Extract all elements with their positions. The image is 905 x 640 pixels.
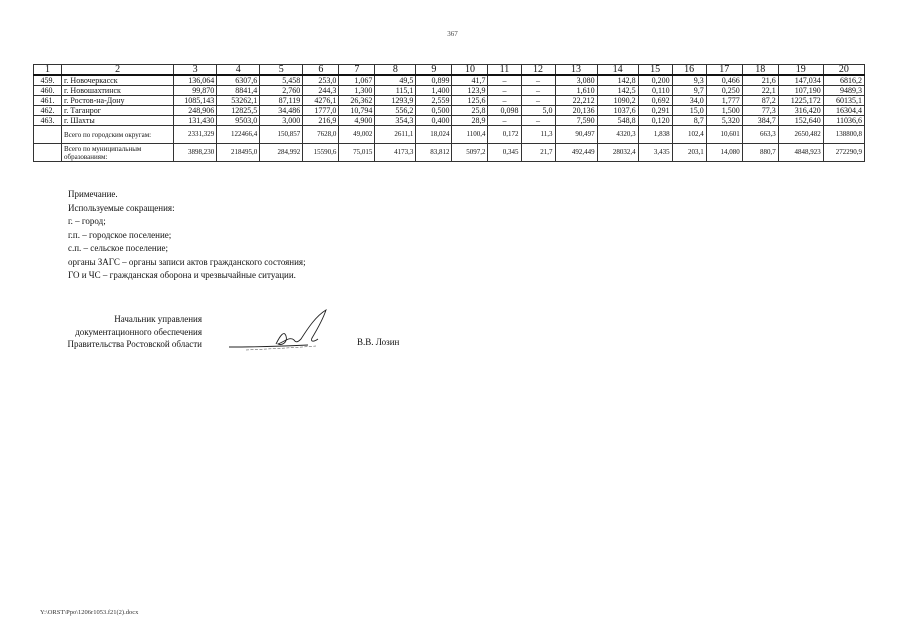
cell: 0,291 bbox=[638, 106, 672, 116]
cell: 22,212 bbox=[555, 96, 597, 106]
cell: 115,1 bbox=[375, 86, 416, 96]
column-header: 7 bbox=[339, 65, 375, 76]
cell: 384,7 bbox=[742, 116, 778, 126]
cell: 2,760 bbox=[260, 86, 303, 96]
cell: 3,435 bbox=[638, 144, 672, 162]
row-name: г. Новочеркасск bbox=[62, 75, 174, 86]
column-header: 19 bbox=[778, 65, 823, 76]
cell: 8,7 bbox=[672, 116, 706, 126]
file-path: Y:\ORST\Ppo\1206r1053.f21(2).docx bbox=[40, 609, 139, 616]
row-number: 462. bbox=[34, 106, 62, 116]
total-label: Всего по городским округам: bbox=[62, 126, 174, 144]
cell: 0,200 bbox=[638, 75, 672, 86]
cell: – bbox=[488, 96, 521, 106]
total-row-municipal bbox=[34, 144, 865, 162]
column-header: 2 bbox=[62, 65, 174, 76]
cell: 1225,172 bbox=[778, 96, 823, 106]
cell: 556,2 bbox=[375, 106, 416, 116]
cell: 663,3 bbox=[742, 126, 778, 144]
cell: 9,7 bbox=[672, 86, 706, 96]
signer-position-line: Правительства Ростовской области bbox=[67, 339, 202, 349]
cell: 272290,9 bbox=[823, 144, 864, 162]
cell: 138800,8 bbox=[823, 126, 864, 144]
cell: 25,8 bbox=[452, 106, 488, 116]
cell: 2,559 bbox=[416, 96, 452, 106]
cell: 244,3 bbox=[303, 86, 339, 96]
cell: 3,080 bbox=[555, 75, 597, 86]
cell: – bbox=[488, 75, 521, 86]
cell: 203,1 bbox=[672, 144, 706, 162]
cell: 0,400 bbox=[416, 116, 452, 126]
column-header: 13 bbox=[555, 65, 597, 76]
cell: 1037,6 bbox=[597, 106, 638, 116]
cell: 49,5 bbox=[375, 75, 416, 86]
cell: 316,420 bbox=[778, 106, 823, 116]
column-header: 10 bbox=[452, 65, 488, 76]
signer-position-line: документационного обеспечения bbox=[75, 326, 202, 337]
cell: 9503,0 bbox=[217, 116, 260, 126]
cell: 4,900 bbox=[339, 116, 375, 126]
row-name: г. Шахты bbox=[62, 116, 174, 126]
cell: 253,0 bbox=[303, 75, 339, 86]
cell: 53262,1 bbox=[217, 96, 260, 106]
cell: 152,640 bbox=[778, 116, 823, 126]
cell: 0,500 bbox=[416, 106, 452, 116]
cell: 102,4 bbox=[672, 126, 706, 144]
row-name: г. Новошахтинск bbox=[62, 86, 174, 96]
cell: 83,812 bbox=[416, 144, 452, 162]
cell: 12825,5 bbox=[217, 106, 260, 116]
column-header: 1 bbox=[34, 65, 62, 76]
column-header: 3 bbox=[174, 65, 217, 76]
column-header: 18 bbox=[742, 65, 778, 76]
column-header: 14 bbox=[597, 65, 638, 76]
table-body bbox=[34, 75, 865, 162]
cell: 6816,2 bbox=[823, 75, 864, 86]
cell-empty bbox=[34, 144, 62, 162]
cell: 11,3 bbox=[521, 126, 555, 144]
cell: 0,899 bbox=[416, 75, 452, 86]
column-header: 5 bbox=[260, 65, 303, 76]
cell: 1085,143 bbox=[174, 96, 217, 106]
cell: 21,7 bbox=[521, 144, 555, 162]
cell: 21,6 bbox=[742, 75, 778, 86]
cell: 4173,3 bbox=[375, 144, 416, 162]
cell: 0,172 bbox=[488, 126, 521, 144]
table-header bbox=[34, 65, 865, 76]
column-header: 4 bbox=[217, 65, 260, 76]
column-header: 11 bbox=[488, 65, 521, 76]
signer-name: В.В. Лозин bbox=[357, 337, 400, 347]
cell: 87,119 bbox=[260, 96, 303, 106]
cell: 6307,6 bbox=[217, 75, 260, 86]
cell: 90,497 bbox=[555, 126, 597, 144]
cell: 3898,230 bbox=[174, 144, 217, 162]
column-header: 17 bbox=[706, 65, 742, 76]
cell: 1293,9 bbox=[375, 96, 416, 106]
column-header: 6 bbox=[303, 65, 339, 76]
cell: 49,002 bbox=[339, 126, 375, 144]
table-row bbox=[34, 106, 865, 116]
page-number: 367 bbox=[447, 30, 458, 38]
cell: 5097,2 bbox=[452, 144, 488, 162]
cell: 34,0 bbox=[672, 96, 706, 106]
cell: 122466,4 bbox=[217, 126, 260, 144]
cell: 284,992 bbox=[260, 144, 303, 162]
cell: 26,362 bbox=[339, 96, 375, 106]
cell: 0,250 bbox=[706, 86, 742, 96]
cell: 1777,0 bbox=[303, 106, 339, 116]
cell: 10,794 bbox=[339, 106, 375, 116]
cell: 0,345 bbox=[488, 144, 521, 162]
cell: 16304,4 bbox=[823, 106, 864, 116]
cell: 107,190 bbox=[778, 86, 823, 96]
cell: 125,6 bbox=[452, 96, 488, 106]
table-row bbox=[34, 96, 865, 106]
signer-position bbox=[40, 313, 202, 351]
cell: – bbox=[521, 75, 555, 86]
cell: 10,601 bbox=[706, 126, 742, 144]
row-number: 460. bbox=[34, 86, 62, 96]
cell: 1,500 bbox=[706, 106, 742, 116]
cell: 142,5 bbox=[597, 86, 638, 96]
cell: 87,2 bbox=[742, 96, 778, 106]
notes-item: г. – город; bbox=[68, 216, 106, 226]
cell: 248,906 bbox=[174, 106, 217, 116]
row-name: г. Ростов-на-Дону bbox=[62, 96, 174, 106]
cell: 142,8 bbox=[597, 75, 638, 86]
cell: 1,610 bbox=[555, 86, 597, 96]
column-header: 16 bbox=[672, 65, 706, 76]
cell: 1100,4 bbox=[452, 126, 488, 144]
row-name: г. Таганрог bbox=[62, 106, 174, 116]
signer-position-line: Начальник управления bbox=[114, 314, 202, 324]
cell: 218495,0 bbox=[217, 144, 260, 162]
cell: 492,449 bbox=[555, 144, 597, 162]
notes-item: ГО и ЧС – гражданская оборона и чрезвычайные ситуации. bbox=[68, 270, 296, 280]
notes-section bbox=[68, 188, 306, 283]
table-row bbox=[34, 86, 865, 96]
handwritten-signature bbox=[226, 306, 336, 358]
cell: 0,466 bbox=[706, 75, 742, 86]
cell: 8841,4 bbox=[217, 86, 260, 96]
cell: 216,9 bbox=[303, 116, 339, 126]
notes-item: с.п. – сельское поселение; bbox=[68, 243, 169, 253]
cell: 3,000 bbox=[260, 116, 303, 126]
cell: 28,9 bbox=[452, 116, 488, 126]
row-number: 459. bbox=[34, 75, 62, 86]
header-row bbox=[34, 65, 865, 76]
cell: 34,486 bbox=[260, 106, 303, 116]
cell: – bbox=[488, 116, 521, 126]
cell: 28032,4 bbox=[597, 144, 638, 162]
notes-title: Примечание. bbox=[68, 189, 118, 199]
cell: 75,015 bbox=[339, 144, 375, 162]
cell: 2331,329 bbox=[174, 126, 217, 144]
cell: 22,1 bbox=[742, 86, 778, 96]
cell: 1,777 bbox=[706, 96, 742, 106]
cell: 7,590 bbox=[555, 116, 597, 126]
cell: 0,098 bbox=[488, 106, 521, 116]
cell: 354,3 bbox=[375, 116, 416, 126]
notes-item: органы ЗАГС – органы записи актов гражданского состояния; bbox=[68, 256, 306, 267]
cell: 15,0 bbox=[672, 106, 706, 116]
cell: 9489,3 bbox=[823, 86, 864, 96]
cell: 15590,6 bbox=[303, 144, 339, 162]
cell: – bbox=[521, 86, 555, 96]
cell: 4320,3 bbox=[597, 126, 638, 144]
cell: 1,400 bbox=[416, 86, 452, 96]
column-header: 9 bbox=[416, 65, 452, 76]
cell: 0,120 bbox=[638, 116, 672, 126]
column-header: 20 bbox=[823, 65, 864, 76]
table-row bbox=[34, 75, 865, 86]
notes-item: г.п. – городское поселение; bbox=[68, 229, 172, 240]
total-label: Всего по муниципальным образованиям: bbox=[62, 144, 174, 162]
cell: – bbox=[488, 86, 521, 96]
cell: 1090,2 bbox=[597, 96, 638, 106]
cell: 5,320 bbox=[706, 116, 742, 126]
cell: 99,870 bbox=[174, 86, 217, 96]
cell: – bbox=[521, 116, 555, 126]
cell: 2650,482 bbox=[778, 126, 823, 144]
cell: 20,136 bbox=[555, 106, 597, 116]
row-number: 461. bbox=[34, 96, 62, 106]
cell: 0,110 bbox=[638, 86, 672, 96]
cell: 77,3 bbox=[742, 106, 778, 116]
cell: 18,024 bbox=[416, 126, 452, 144]
data-table bbox=[33, 64, 865, 162]
cell: 9,3 bbox=[672, 75, 706, 86]
cell: 4848,923 bbox=[778, 144, 823, 162]
column-header: 12 bbox=[521, 65, 555, 76]
cell: 11036,6 bbox=[823, 116, 864, 126]
cell: 7628,0 bbox=[303, 126, 339, 144]
cell: – bbox=[521, 96, 555, 106]
cell: 880,7 bbox=[742, 144, 778, 162]
cell: 548,8 bbox=[597, 116, 638, 126]
cell: 123,9 bbox=[452, 86, 488, 96]
cell: 5,458 bbox=[260, 75, 303, 86]
cell: 0,692 bbox=[638, 96, 672, 106]
column-header: 8 bbox=[375, 65, 416, 76]
cell: 1,300 bbox=[339, 86, 375, 96]
cell: 41,7 bbox=[452, 75, 488, 86]
cell: 2611,1 bbox=[375, 126, 416, 144]
cell: 4276,1 bbox=[303, 96, 339, 106]
cell: 136,064 bbox=[174, 75, 217, 86]
cell: 5,0 bbox=[521, 106, 555, 116]
cell: 150,857 bbox=[260, 126, 303, 144]
cell: 1,838 bbox=[638, 126, 672, 144]
cell: 14,080 bbox=[706, 144, 742, 162]
column-header: 15 bbox=[638, 65, 672, 76]
cell: 131,430 bbox=[174, 116, 217, 126]
total-row-districts bbox=[34, 126, 865, 144]
notes-intro: Используемые сокращения: bbox=[68, 202, 175, 213]
cell-empty bbox=[34, 126, 62, 144]
table-row bbox=[34, 116, 865, 126]
row-number: 463. bbox=[34, 116, 62, 126]
cell: 147,034 bbox=[778, 75, 823, 86]
cell: 60135,1 bbox=[823, 96, 864, 106]
cell: 1,067 bbox=[339, 75, 375, 86]
